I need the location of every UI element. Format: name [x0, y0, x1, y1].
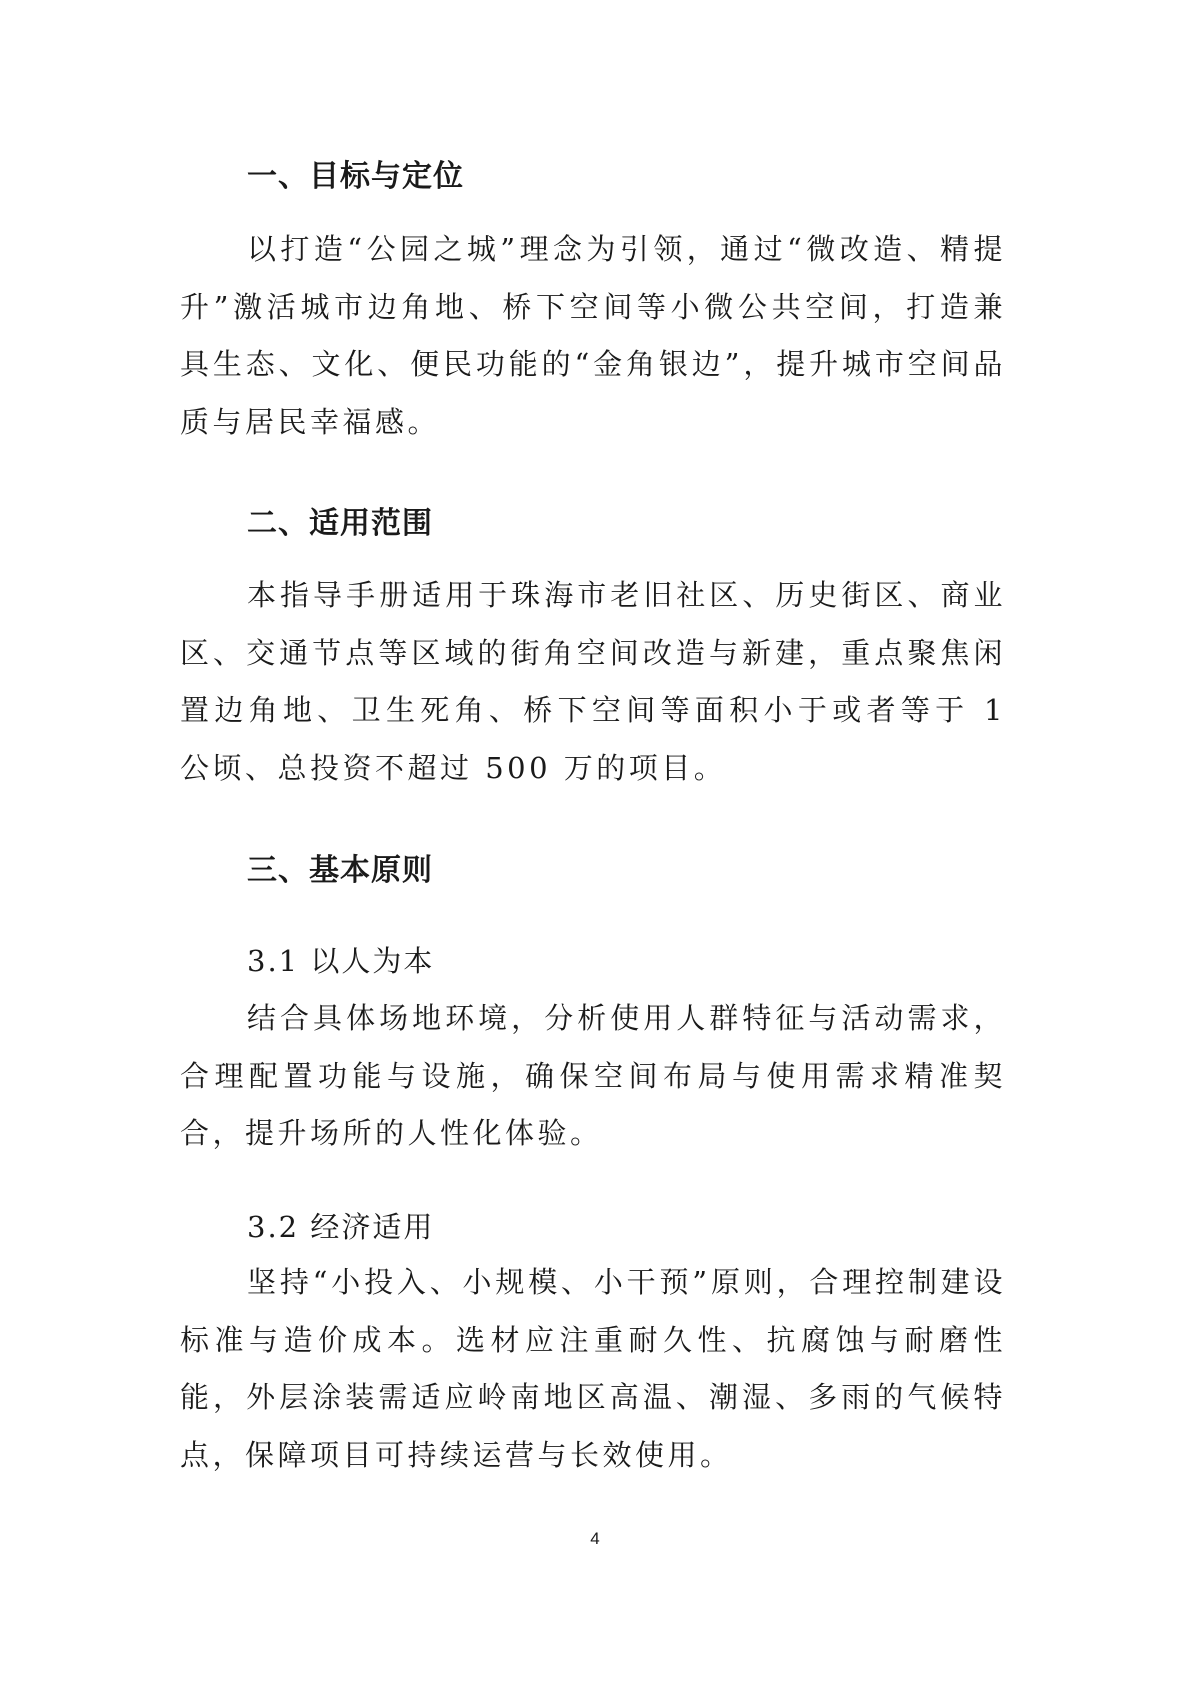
section-heading-principles: 三、基本原则	[247, 853, 433, 888]
page-number: 4	[590, 1529, 600, 1548]
section-heading-goal: 一、目标与定位	[247, 159, 464, 194]
subsection-title-people-oriented: 3.1 以人为本	[247, 944, 435, 978]
paragraph-people-oriented: 结合具体场地环境，分析使用人群特征与活动需求，合理配置功能与设施，确保空间布局与使用需求精准契合，提升场所的人性化体验。	[180, 1001, 1006, 1150]
paragraph-scope: 本指导手册适用于珠海市老旧社区、历史街区、商业区、交通节点等区域的街角空间改造与新建，重点聚焦闲置边角地、卫生死角、桥下空间等面积小于或者等于 1 公顷、总投资不超过 500 万的项目。	[180, 578, 1006, 785]
subsection-title-economic: 3.2 经济适用	[247, 1210, 435, 1244]
paragraph-economic: 坚持“小投入、小规模、小干预”原则，合理控制建设标准与造价成本。选材应注重耐久性、抗腐蚀与耐磨性能，外层涂装需适应岭南地区高温、潮湿、多雨的气候特点，保障项目可持续运营与长效使用。	[180, 1265, 1006, 1472]
paragraph-goal: 以打造“公园之城”理念为引领，通过“微改造、精提升”激活城市边角地、桥下空间等小微公共空间，打造兼具生态、文化、便民功能的“金角银边”，提升城市空间品质与居民幸福感。	[180, 232, 1006, 439]
section-heading-scope: 二、适用范围	[247, 506, 433, 541]
